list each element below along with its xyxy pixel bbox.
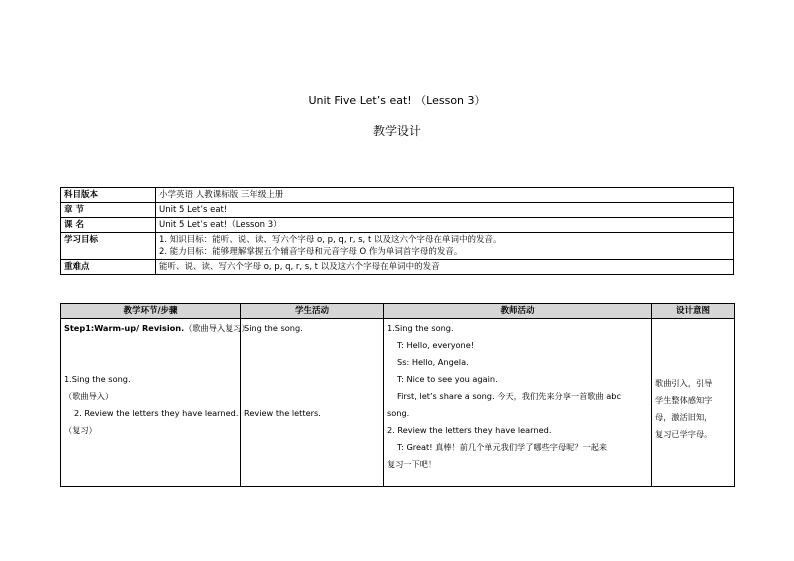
purpose-line: 歌曲引入，引导 [655,378,713,388]
info-label: 章 节 [61,203,156,218]
info-row-subject [61,188,734,203]
header-step: 教学环节/步骤 [61,304,241,319]
spacer [244,354,380,371]
step-item-1-cn: （歌曲导入） [64,391,114,401]
spacer [64,354,237,371]
teaching-plan-table [60,303,735,487]
course-info-table [60,187,734,275]
document-subtitle: 教学设计 [372,124,421,138]
info-value: Unit 5 Let’s eat!（Lesson 3） [156,218,734,233]
spacer [244,371,380,388]
teacher-line: T: Nice to see you again. [397,374,498,384]
info-label: 重难点 [61,260,156,275]
header-teacher-activity: 教师活动 [384,304,652,319]
student-activity-2: Review the letters. [244,408,321,418]
spacer [244,388,380,405]
objective-ability: 2. 能力目标：能够理解掌握五个辅音字母和元音字母 O 作为单词首字母的发音。 [159,247,463,257]
student-activity-cell [241,319,384,487]
teacher-line: First, let’s share a song. 今天，我们先来分享一首歌曲 abc [397,391,621,401]
info-value: 小学英语 人教课标版 三年级上册 [156,188,734,203]
info-row-key-points [61,260,734,275]
header-design-purpose: 设计意图 [652,304,735,319]
teacher-line: T: Hello, everyone! [397,340,475,350]
document-title: Unit Five Let’s eat! （Lesson 3） [308,94,486,107]
plan-header-row [61,304,735,319]
info-label: 学习目标 [61,233,156,260]
spacer [244,337,380,354]
teacher-line: 1.Sing the song. [387,323,454,333]
info-row-objectives [61,233,734,260]
teacher-line: Ss: Hello, Angela. [397,357,469,367]
step-item-2: 2. Review the letters they have learned. [74,408,239,418]
student-activity-1: Sing the song. [244,323,303,333]
step-item-1: 1.Sing the song. [64,374,131,384]
info-value: Unit 5 Let’s eat! [156,203,734,218]
design-purpose-cell [652,319,735,487]
plan-row-step1 [61,319,735,487]
objective-knowledge: 1. 知识目标：能听、说、读、写六个字母 o, p, q, r, s, t 以及这六个字母在单词中的发音。 [159,235,502,245]
info-label: 课 名 [61,218,156,233]
info-row-chapter [61,203,734,218]
step-cell [61,319,250,487]
teacher-line: T: Great! 真棒！前几个单元我们学了哪些字母呢？一起来 [397,442,608,452]
info-row-lesson [61,218,734,233]
step-item-2-cn: （复习） [64,425,97,435]
teacher-activity-cell [384,319,652,487]
info-value: 能听、说、读、写六个字母 o, p, q, r, s, t 以及这六个字母在单词中的发音 [156,260,734,275]
step-heading: Step1:Warm-up/ Revision. [64,323,185,333]
header-student-activity: 学生活动 [241,304,384,319]
step-heading-line [64,320,250,337]
teacher-line: 2. Review the letters they have learned. [387,425,552,435]
teacher-line: song. [387,408,410,418]
teacher-line: 复习一下吧！ [387,459,437,469]
step-heading-cn: （歌曲导入复习） [184,323,250,333]
purpose-line: 复习已学字母。 [655,429,713,439]
purpose-line: 学生整体感知字 [655,395,713,405]
info-label: 科目版本 [61,188,156,203]
info-value [156,233,734,260]
purpose-line: 母，激活旧知， [655,412,713,422]
spacer [64,337,237,354]
